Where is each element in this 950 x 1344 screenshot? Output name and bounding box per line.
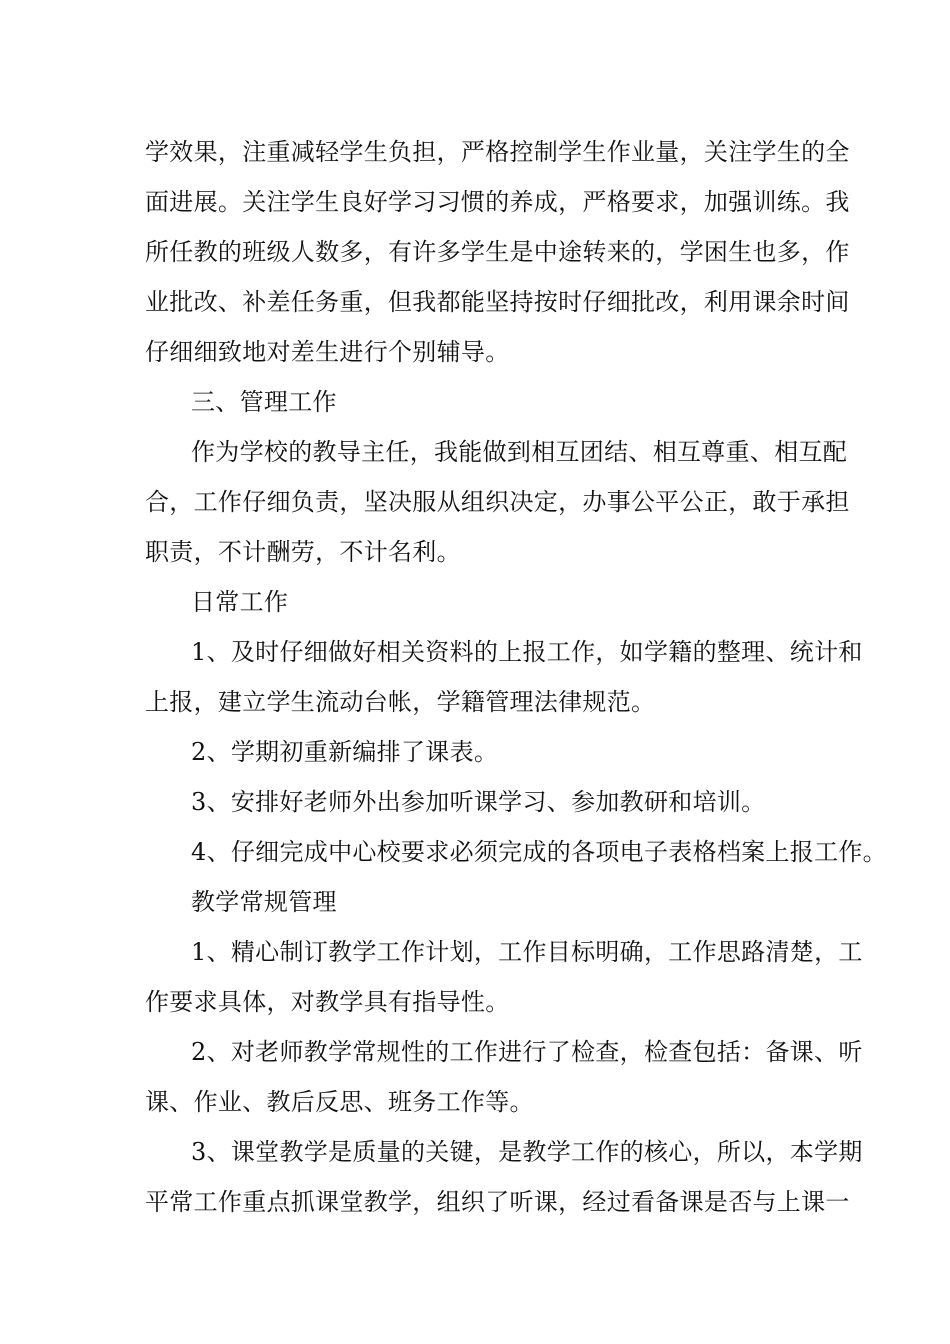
text-line: 仔细细致地对差生进行个别辅导。 bbox=[145, 338, 510, 366]
text-line: 2、学期初重新编排了课表。 bbox=[191, 738, 499, 766]
text-line: 所任教的班级人数多，有许多学生是中途转来的，学困生也多，作 bbox=[145, 238, 850, 266]
text-line: 学效果，注重减轻学生负担，严格控制学生作业量，关注学生的全 bbox=[145, 138, 850, 166]
text-line: 3、课堂教学是质量的关键，是教学工作的核心，所以，本学期 bbox=[191, 1138, 863, 1166]
text-line: 面进展。关注学生良好学习习惯的养成，严格要求，加强训练。我 bbox=[145, 188, 850, 216]
text-line: 3、安排好老师外出参加听课学习、参加教研和培训。 bbox=[191, 788, 766, 816]
text-line: 作为学校的教导主任，我能做到相互团结、相互尊重、相互配 bbox=[191, 438, 848, 466]
text-line: 4、仔细完成中心校要求必须完成的各项电子表格档案上报工作。 bbox=[191, 838, 887, 866]
text-line: 1、精心制订教学工作计划，工作目标明确，工作思路清楚，工 bbox=[191, 938, 863, 966]
text-line: 业批改、补差任务重，但我都能坚持按时仔细批改，利用课余时间 bbox=[145, 288, 850, 316]
section-heading: 三、管理工作 bbox=[191, 388, 337, 416]
text-line: 平常工作重点抓课堂教学，组织了听课，经过看备课是否与上课一 bbox=[145, 1188, 850, 1216]
subsection-heading: 教学常规管理 bbox=[191, 888, 337, 916]
subsection-heading: 日常工作 bbox=[191, 588, 289, 616]
text-line: 2、对老师教学常规性的工作进行了检查，检查包括：备课、听 bbox=[191, 1038, 863, 1066]
text-line: 作要求具体，对教学具有指导性。 bbox=[145, 988, 510, 1016]
text-line: 合，工作仔细负责，坚决服从组织决定，办事公平公正，敢于承担 bbox=[145, 488, 850, 516]
text-line: 课、作业、教后反思、班务工作等。 bbox=[145, 1088, 534, 1116]
text-line: 职责，不计酬劳，不计名利。 bbox=[145, 538, 461, 566]
text-line: 上报，建立学生流动台帐，学籍管理法律规范。 bbox=[145, 688, 656, 716]
text-line: 1、及时仔细做好相关资料的上报工作，如学籍的整理、统计和 bbox=[191, 638, 863, 666]
